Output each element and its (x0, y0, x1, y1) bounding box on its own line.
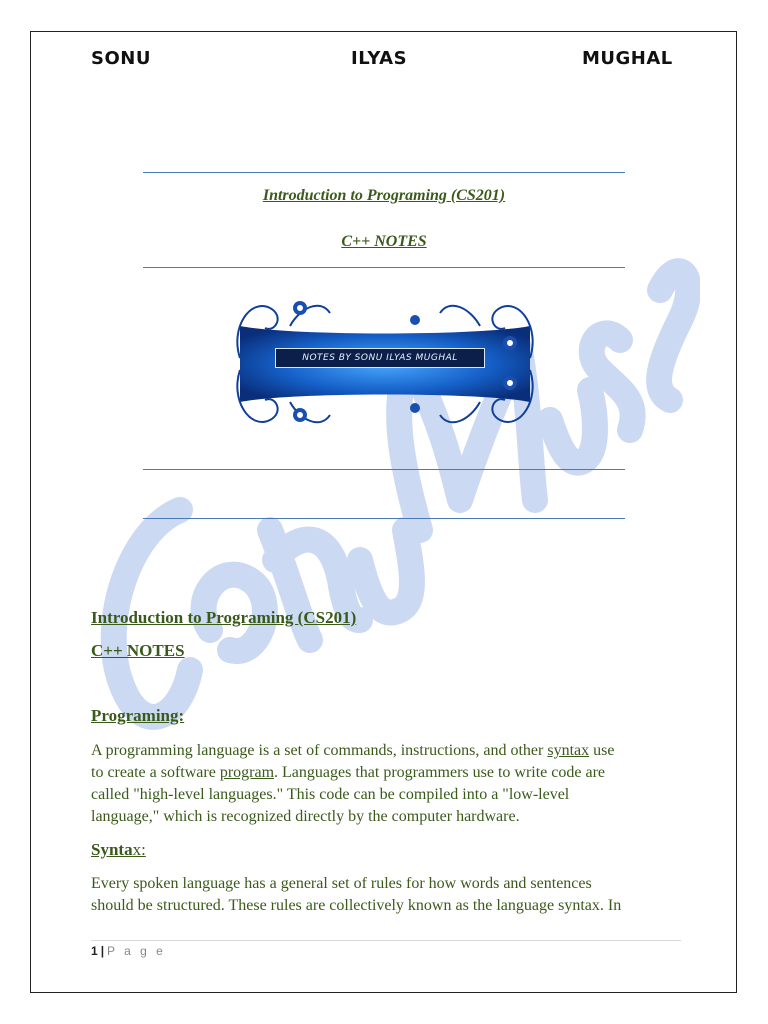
program-link[interactable]: program (219, 764, 275, 781)
syntax-link[interactable]: syntax (547, 742, 590, 759)
cover-banner (230, 288, 540, 440)
page-label: P a g e (107, 944, 166, 958)
body-heading-notes: C++ NOTES (91, 641, 185, 660)
banner-text: NOTES BY SONU ILYAS MUGHAL (275, 348, 485, 368)
programing-line-2 (91, 762, 691, 784)
programing-line-3: called "high-level languages." This code can be compiled into a "low-level (91, 786, 570, 803)
cover-title: Introduction to Programing (CS201) (262, 187, 506, 204)
syntax-paragraph (91, 873, 691, 917)
syntax-line-1: Every spoken language has a general set of rules for how words and sentences (91, 875, 592, 892)
cover-rule-bottom (143, 518, 625, 519)
cover-rule-middle (143, 267, 625, 268)
cover-rule-top (143, 172, 625, 173)
text-span: use (589, 742, 615, 759)
page-number: 1 (91, 944, 98, 958)
header-right: MUGHAL (582, 48, 673, 69)
programing-heading: Programing: (91, 706, 185, 725)
body-heading-course: Introduction to Programing (CS201) (91, 608, 357, 627)
syntax-heading-tail: x: (132, 840, 146, 859)
footer-rule (91, 940, 681, 941)
footer-separator: | (100, 944, 105, 958)
programing-line-1 (91, 740, 691, 762)
header-left: SONU (91, 48, 151, 69)
cover-subtitle: C++ NOTES (341, 233, 427, 250)
programing-line-4: language," which is recognized directly by the computer hardware. (91, 808, 520, 825)
syntax-line-2: should be structured. These rules are collectively known as the language syntax. In (91, 897, 622, 914)
text-span: A programming language is a set of commands, instructions, and other (91, 742, 548, 759)
syntax-heading-bold: Synta (91, 840, 133, 859)
header-center: ILYAS (351, 48, 408, 69)
page-footer (91, 944, 166, 958)
cover-rule-lower (143, 469, 625, 470)
programing-paragraph (91, 740, 691, 828)
text-span: . Languages that programmers use to write code are (274, 764, 605, 781)
syntax-heading (91, 840, 146, 860)
text-span: to create a software (91, 764, 220, 781)
